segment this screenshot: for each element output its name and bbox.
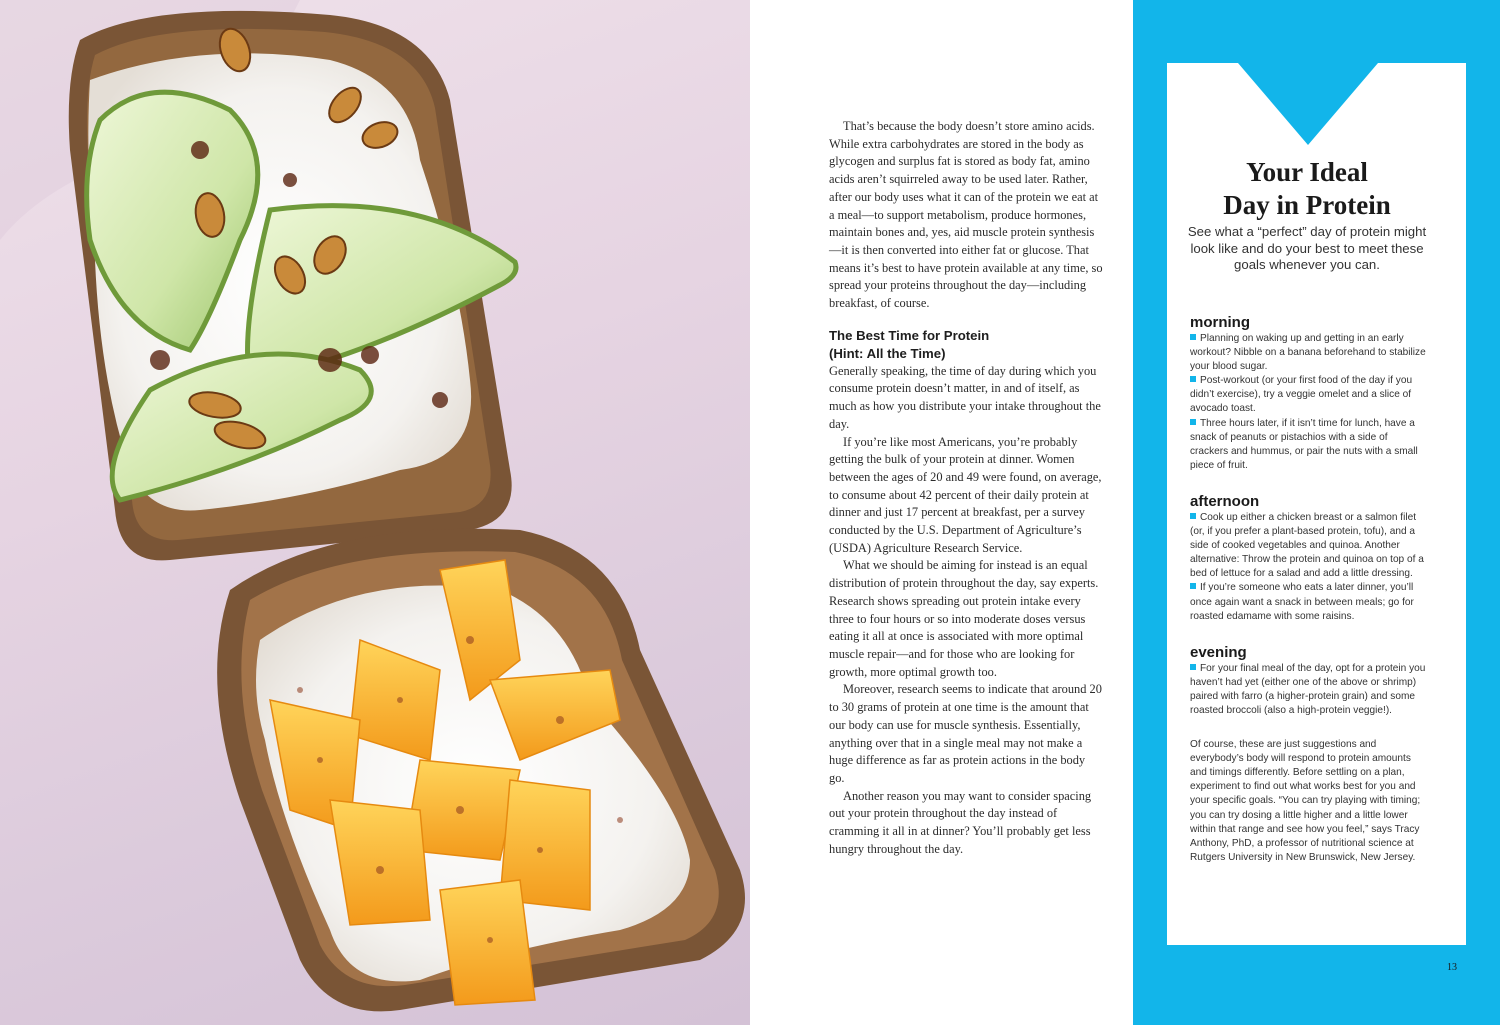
article-paragraph: If you’re like most Americans, you’re probably getting the bulk of your protein at dinner. Women between the ages of 20 and 49 were found, on average, to consume about 42 percent of their daily protein at dinner and just 17 percent at breakfast, per a survey conducted by the U.S. Department of Agriculture’s (USDA) Agriculture Research Service.: [829, 434, 1102, 555]
section-heading-line2: (Hint: All the Time): [829, 345, 946, 361]
article-paragraph: Moreover, research seems to indicate that around 20 to 30 grams of protein at one time is the amount that our body can use for muscle synthesis. Essentially, anything over that in a single meal may not make a huge difference as far as protein actions in the body go.: [829, 682, 1102, 785]
sidebar-subtitle: See what a “perfect” day of protein might look like and do your best to meet these goals whenever you can.: [1187, 224, 1427, 272]
list-item: Post-workout (or your first food of the day if you didn’t exercise), try a veggie omelet and a slice of avocado toast.: [1190, 375, 1413, 415]
list-item: Three hours later, if it isn’t time for lunch, have a snack of peanuts or pistachios with a side of crackers and hummus, or pair the nuts with a small piece of fruit.: [1190, 417, 1418, 471]
section-heading: [829, 327, 1103, 363]
morning-section: [1190, 314, 1426, 473]
chevron-notch-icon: [1238, 63, 1378, 145]
bullet-icon: [1190, 583, 1196, 589]
sidebar-title: [1167, 156, 1447, 222]
list-item: Cook up either a chicken breast or a salmon filet (or, if you prefer a plant-based protein, tofu), and a side of cooked vegetables and quinoa. Another alternative: Throw the protein and quinoa on top of a bed of lettuce for a salad and add a little dressing.: [1190, 511, 1424, 580]
afternoon-section: [1190, 493, 1426, 624]
sidebar-closing-paragraph: Of course, these are just suggestions and everybody’s body will respond to protein amounts and timings differently. Before settling on a plan, experiment to find out what works best for you and your specific goals. “You can try playing with timing; you can try dosing a little higher and a little lower within that range and see how you feel,” says Tracy Anthony, PhD, a professor of nutritional science at Rutgers University in New Brunswick, New Jersey.: [1190, 739, 1421, 863]
section-heading-line1: The Best Time for Protein: [829, 327, 990, 343]
top-toast: [69, 11, 516, 561]
list-item: If you’re someone who eats a later dinner, you’ll once again want a snack in between meals; go for roasted edamame with some raisins.: [1190, 582, 1414, 622]
list-item: Planning on waking up and getting in an early workout? Nibble on a banana beforehand to stabilize your blood sugar.: [1190, 333, 1426, 373]
bullet-icon: [1190, 334, 1196, 340]
article-paragraph: That’s because the body doesn’t store amino acids. While extra carbohydrates are stored in the body as glycogen and surplus fat is stored as body fat, amino acids aren’t squirreled away to be used later. Rather, after our body uses what it can of the protein we eat at a meal—to support metabolism, produce hormones, maintain bones and, yes, aid muscle protein synthesis—it is then converted into either fat or glucose. That means it’s best to have protein available at any time, so spread your proteins throughout the day—including breakfast, of course.: [829, 119, 1103, 311]
afternoon-heading: afternoon: [1190, 492, 1260, 510]
bullet-icon: [1190, 419, 1196, 425]
article-paragraph: Generally speaking, the time of day during which you consume protein doesn’t matter, in and of itself, as much as how you distribute your intake throughout the day.: [829, 363, 1101, 431]
sidebar-title-line2: Day in Protein: [1223, 190, 1391, 220]
sidebar-title-line1: Your Ideal: [1246, 157, 1368, 187]
bottom-toast: [217, 529, 745, 1012]
morning-heading: morning: [1190, 314, 1250, 331]
list-item: For your final meal of the day, opt for a protein you haven’t had yet (either one of the above or shrimp) paired with farro (a higher-protein grain) and some roasted broccoli (also a high-protein veggie!).: [1190, 662, 1426, 716]
bullet-icon: [1190, 376, 1196, 382]
bullet-icon: [1190, 664, 1196, 670]
evening-heading: evening: [1190, 643, 1247, 661]
bullet-icon: [1190, 513, 1196, 519]
sidebar-body: [1190, 314, 1426, 865]
evening-section: [1190, 644, 1426, 718]
article-paragraph: Another reason you may want to consider spacing out your protein throughout the day instead of cramming it all in at dinner? You’ll probably get less hungry throughout the day.: [829, 788, 1092, 856]
page-number: 13: [1447, 962, 1457, 973]
article-column: [829, 118, 1103, 858]
article-paragraph: What we should be aiming for instead is an equal distribution of protein throughout the day, say experts. Research shows spreading out protein intake every three to four hours or so into moderate doses versus eating it all at once is associated with more optimal muscle repair—and for those who are looking for growth, more optimal growth too.: [829, 558, 1099, 679]
